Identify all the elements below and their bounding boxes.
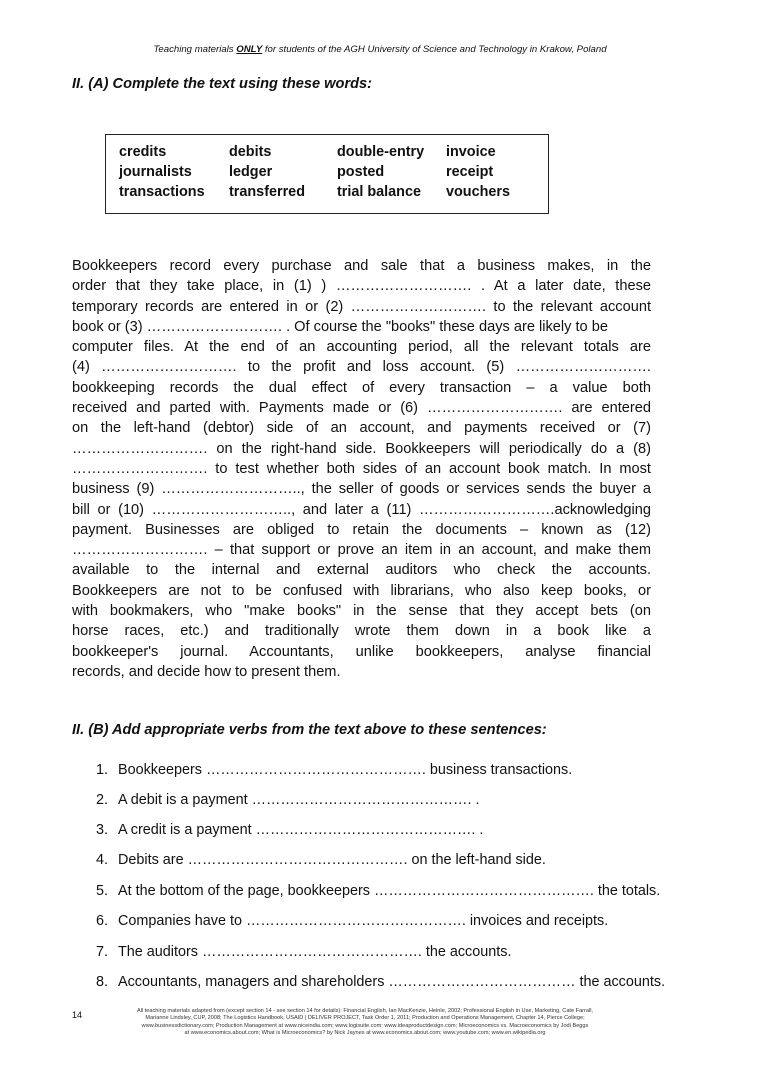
section-b-title: II. (B) Add appropriate verbs from the text above to these sentences: <box>72 722 547 738</box>
word-item: transferred <box>229 184 305 200</box>
sentence-text: Accountants, managers and shareholders ………………………………… the accounts. <box>118 974 666 990</box>
paragraph-line: business (9) ……………………….., the seller of goods or services sends the buyer a <box>72 481 651 498</box>
word-item: credits <box>119 144 167 160</box>
paragraph-line: bill or (10) ……………………….., and later a (11) ……………………….acknowledging <box>72 501 651 518</box>
word-box <box>105 134 549 214</box>
paragraph-line: on the left-hand (debtor) side of an account, and payments received or (7) <box>72 420 651 437</box>
page-number: 14 <box>72 1010 83 1020</box>
word-item: receipt <box>446 164 494 180</box>
paragraph-line: book or (3) ………………………. . Of course the "books" these days are likely to be <box>72 318 608 335</box>
paragraph-line: ………………………. – that support or prove an item in an account, and make them <box>72 542 651 559</box>
paragraph-line: temporary records are entered in or (2) ………………………. to the relevant account <box>72 298 651 315</box>
sentence-number: 2. <box>96 792 109 808</box>
paragraph-line: ………………………. on the right-hand side. Bookkeepers will periodically do a (8) <box>72 440 651 457</box>
paragraph-line: Bookkeepers are not to be confused with librarians, who also keep books, or <box>72 582 651 599</box>
sentence-number: 1. <box>96 762 109 778</box>
sentence-item <box>96 762 572 778</box>
word-item: transactions <box>119 184 205 200</box>
sentence-item <box>96 852 546 868</box>
sentence-number: 3. <box>96 822 109 838</box>
paragraph-line: computer files. At the end of an accounting period, all the relevant totals are <box>72 339 651 356</box>
footer-line: All teaching materials adapted from (except section 14 - see section 14 for details): Financial English, Ian MacKenzie, Heinle, 2002; Professional English in Use, Marketing, Cate Farrall, <box>136 1008 594 1014</box>
paragraph-line: payment. Businesses are obliged to retain the documents – known as (12) <box>72 521 651 538</box>
sentence-text: Companies have to ………………………………………. invoices and receipts. <box>118 913 609 929</box>
paragraph-line: bookkeeper's journal. Accountants, unlike bookkeepers, analyse financial <box>72 643 651 660</box>
paragraph-line: with bookmakers, who "make books" in the sense that they accept bets (on <box>72 603 651 620</box>
sentence-item <box>96 822 483 838</box>
sentence-text: A debit is a payment ………………………………………. . <box>118 792 480 808</box>
sentence-text: At the bottom of the page, bookkeepers ………………………………………. the totals. <box>118 883 661 899</box>
sentence-text: Bookkeepers ………………………………………. business transactions. <box>118 762 573 778</box>
sentence-item <box>96 913 608 929</box>
header-text: Teaching materials <box>153 44 237 55</box>
header-text-end: for students of the AGH University of Science and Technology in Krakow, Poland <box>262 44 607 55</box>
word-item: vouchers <box>446 184 510 200</box>
header-emphasis: ONLY <box>236 44 263 55</box>
sentence-number: 4. <box>96 852 109 868</box>
sentence-item <box>96 792 479 808</box>
sentence-text: The auditors ………………………………………. the accounts. <box>118 944 512 960</box>
sentence-item <box>96 883 660 899</box>
paragraph-line: order that they take place, in (1) ) ………………………. . At a later date, these <box>72 278 651 295</box>
sentence-number: 6. <box>96 913 109 929</box>
paragraph-line: available to the internal and external auditors who check the accounts. <box>72 562 651 579</box>
word-item: journalists <box>119 164 192 180</box>
paragraph-line: received and parted with. Payments made or (6) ………………………. are entered <box>72 400 651 417</box>
footer-line: Marianne Lindsley, CUP, 2008; The Logistics Handbook, USAID | DELIVER PROJECT, Task Order 1, 2011; Production and Operations Management, Chapter 14, Pierce College; <box>145 1015 585 1022</box>
paragraph-line: (4) ………………………. to the profit and loss account. (5) ………………………. <box>72 359 651 376</box>
sentence-number: 7. <box>96 944 109 960</box>
paragraph-line: records, and decide how to present them. <box>72 663 341 680</box>
word-item: trial balance <box>337 184 421 200</box>
paragraph-line: ………………………. to test whether both sides of an account book match. In most <box>72 460 651 477</box>
exercise-paragraph <box>72 256 651 682</box>
word-item: double-entry <box>337 144 425 160</box>
sentence-number: 8. <box>96 974 109 990</box>
page-header <box>0 44 760 55</box>
sentence-text: A credit is a payment ………………………………………. . <box>118 822 484 838</box>
footer-sources <box>100 1008 630 1037</box>
footer-line: at www.economics.about.com; What is Microeconomics? by Nick Jaynes at www.economics.about.com; www.youtube.com; www.en.wikipedia.org <box>184 1029 546 1036</box>
section-a-title: II. (A) Complete the text using these words: <box>72 76 373 92</box>
footer-line: www.businessdictionary.com; Production Management at www.niceindia.com; www.logisuite.com; www.ideaproductdesign.com; Microeconomics vs. Macroeconomics by Jodi Beggs <box>141 1022 589 1029</box>
paragraph-line: horse races, etc.) and traditionally wrote them down in a book like a <box>72 623 651 640</box>
sentence-text: Debits are ………………………………………. on the left-hand side. <box>118 852 546 868</box>
sentence-item <box>96 974 665 990</box>
sentence-item <box>96 944 511 960</box>
word-item: posted <box>337 164 385 180</box>
paragraph-line: Bookkeepers record every purchase and sale that a business makes, in the <box>72 258 651 274</box>
word-item: debits <box>229 144 272 160</box>
paragraph-line: bookkeeping records the dual effect of every transaction – a value both <box>72 379 651 396</box>
word-item: invoice <box>446 144 496 160</box>
sentence-number: 5. <box>96 883 109 899</box>
word-item: ledger <box>229 164 273 180</box>
